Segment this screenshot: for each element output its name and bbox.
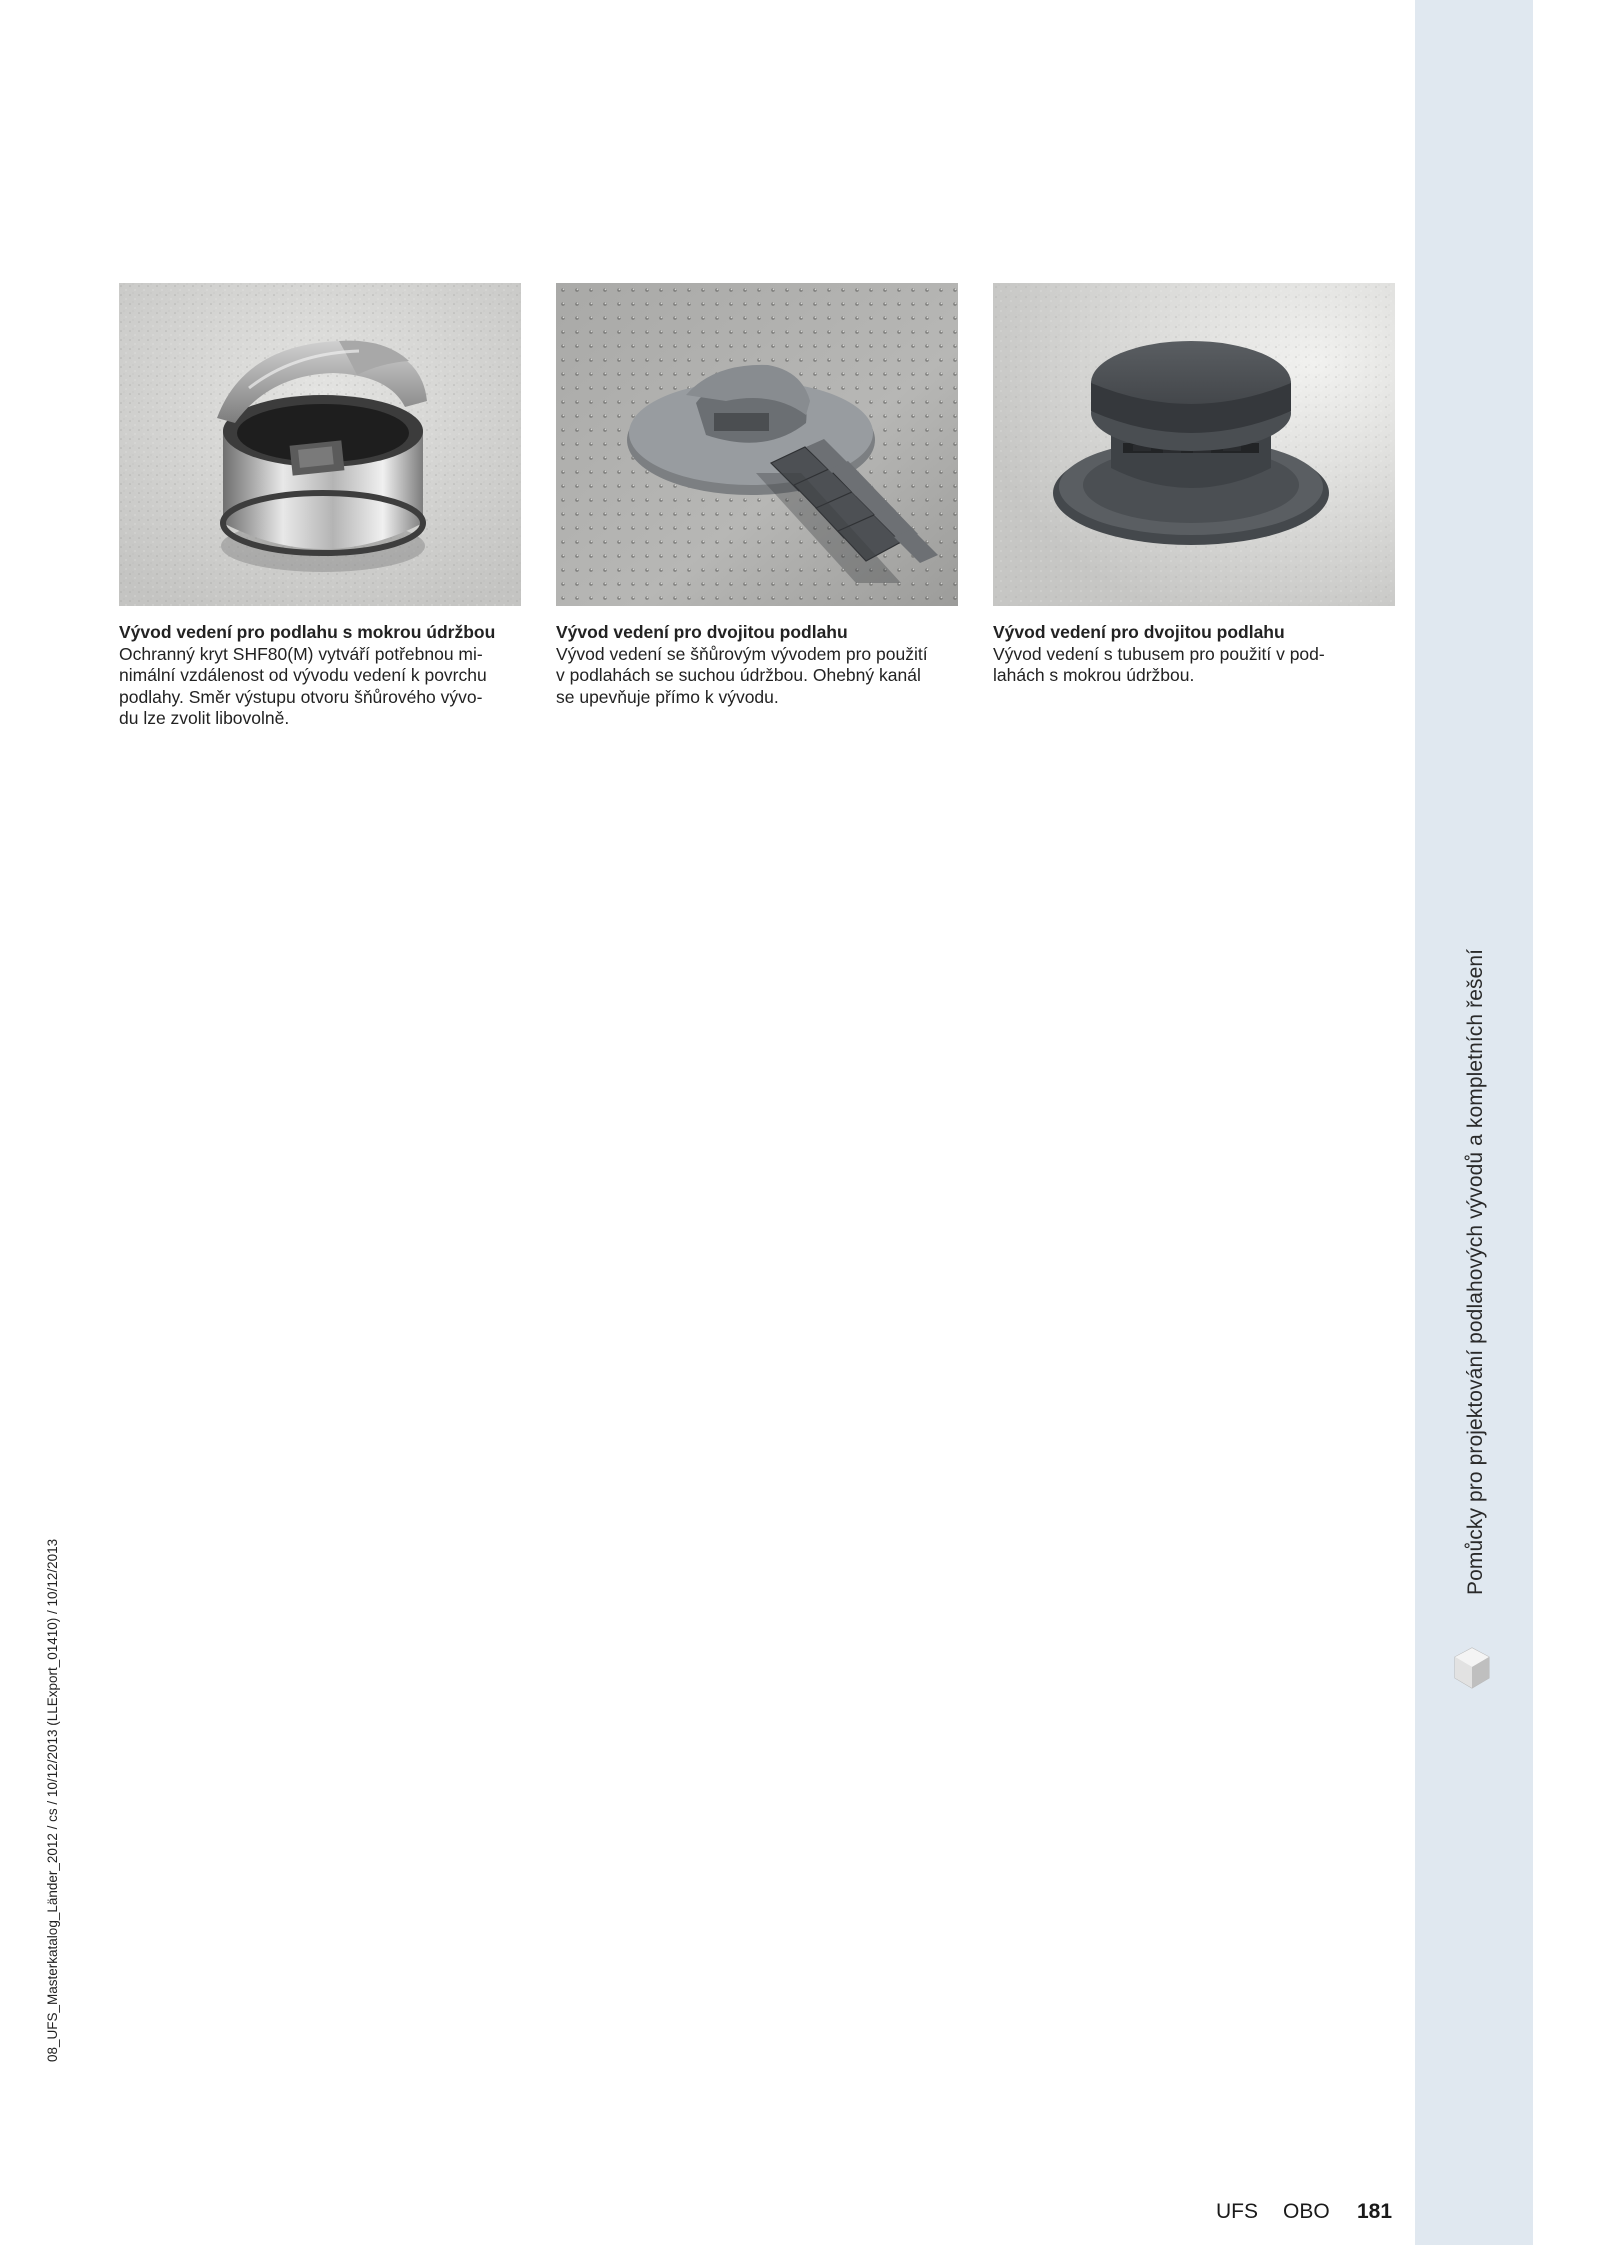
- product-caption: [119, 622, 521, 730]
- cube-icon: [1453, 1646, 1491, 1690]
- product-caption: [556, 622, 958, 708]
- dark-tubus-floor-outlet-photo: [993, 283, 1395, 606]
- product-card: [119, 283, 521, 728]
- product-title: Vývod vedení pro podlahu s mokrou údržbou: [119, 622, 496, 642]
- floor-outlet-with-flexible-channel-photo: [556, 283, 958, 606]
- stainless-floor-outlet-with-lid-photo: [119, 283, 521, 606]
- product-card: [993, 283, 1395, 685]
- product-description: Ochranný kryt SHF80(M) vytváří potřebnou mi- nimální vzdálenost od vývodu vedení k povrchu podlahy. Směr výstupu otvoru šňůrového vývo- du lze zvolit libovolně.: [119, 643, 487, 728]
- footer-brand-ufs: UFS: [1216, 2200, 1258, 2223]
- product-description: Vývod vedení s tubusem pro použití v pod- lahách s mokrou údržbou.: [993, 643, 1325, 685]
- footer-brand-obo: OBO: [1283, 2200, 1330, 2223]
- product-caption: [993, 622, 1395, 687]
- product-card: [556, 283, 958, 707]
- file-reference: 08_UFS_Masterkatalog_Länder_2012 / cs / 10/12/2013 (LLExport_01410) / 10/12/2013: [45, 1538, 60, 2062]
- product-description: Vývod vedení se šňůrovým vývodem pro použití v podlahách se suchou údržbou. Ohebný kanál se upevňuje přímo k vývodu.: [556, 643, 928, 707]
- side-band-title: Pomůcky pro projektování podlahových vývodů a kompletních řešení: [1464, 948, 1487, 1595]
- product-title: Vývod vedení pro dvojitou podlahu: [993, 622, 1285, 642]
- page-number: 181: [1357, 2200, 1393, 2223]
- product-title: Vývod vedení pro dvojitou podlahu: [556, 622, 848, 642]
